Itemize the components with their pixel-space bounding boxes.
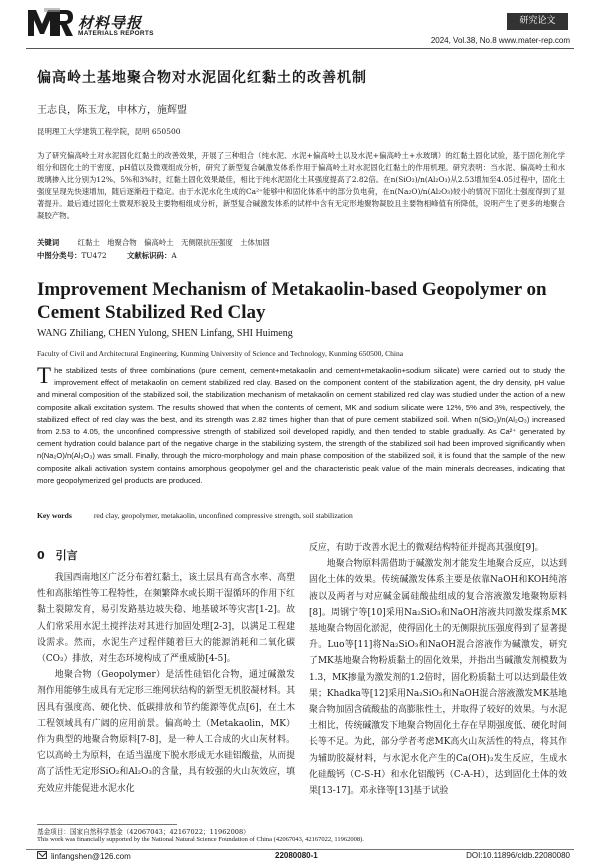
keywords-cn-text: 红黏土 地聚合物 偏高岭土 无侧限抗压强度 土体加固 xyxy=(77,238,270,247)
corresponding-email[interactable] xyxy=(37,851,131,861)
body-column-right xyxy=(309,540,567,799)
keywords-cn-label: 关键词 xyxy=(37,238,60,247)
title-cn: 偏高岭土基地聚合物对水泥固化红黏土的改善机制 xyxy=(37,70,367,86)
authors-en: WANG Zhiliang, CHEN Yulong, SHEN Linfang, SHI Huimeng xyxy=(37,328,293,339)
classification-label: 中图分类号： xyxy=(37,251,82,260)
footnote-divider xyxy=(37,824,177,825)
issue-info: 2024, Vol.38, No.8 www.mater-rep.com xyxy=(430,36,570,45)
email-text: linfangshen@126.com xyxy=(51,852,131,861)
authors-cn-text: 王志良，陈玉龙，申林方，施辉盟 xyxy=(37,105,187,116)
header-divider xyxy=(26,48,574,49)
abstract-dropcap: T xyxy=(37,363,52,388)
page-id: 22080080-1 xyxy=(275,851,318,860)
keywords-cn xyxy=(37,237,270,248)
classification-value: TU472 xyxy=(81,251,107,260)
abstract-en xyxy=(37,365,565,487)
classification-cn xyxy=(37,250,177,261)
body-paragraph: 地聚合物原料需借助于碱激发剂才能发生地聚合反应，以达到固化土体的效果。传统碱激发体系主要是依靠NaOH和KOH纯溶液以及两者与对应碱金属硅酸盐组成的复合溶液激发地聚物原料[8]。周钢宁等[10]采用Na₂SiO₃和NaOH溶液共同激发煤系MK基地聚合物固化淤泥，使得固化土的无侧限抗压强度得到了显著提升。Luo等[11]将Na₂SiO₃和NaOH混合溶液作为碱激发，研究了MK基地聚合物粉质黏土的固化效果，并指出当碱激发剂模数为1.3，MK掺量为激发剂的1.2倍时，固化粉质黏土可以达到最佳效果；Khadka等[12]采用Na₂SiO₃和NaOH混合溶液激发MK基地聚合物加固含硫酸盐的高膨胀性土，并取得了较好的效果。与水泥土相比，传统碱激发下地聚合物固化土存在早期强度低、硬化时间长等不足。为此，部分学者考虑MK高火山灰活性的特点，将其作为辅助胶凝材料，与水泥水化产生的Ca(OH)₂发生反应，生成水化硅酸钙（C-S-H）和水化铝酸钙（C-A-H），达到固化土体的效果[13-17]。邓永锋等[13]基于试验 xyxy=(309,559,567,797)
affiliation-en: Faculty of Civil and Architectural Engineering, Kunming University of Science and Technology, Kunming 650500, China xyxy=(37,349,404,358)
funding-en: This work was financially supported by the National Natural Science Foundation of China (42067043, 42167022, 11962008). xyxy=(37,836,364,843)
abstract-cn: 为了研究偏高岭土对水泥固化红黏土的改善效果，开展了三种组合（纯水泥、水泥+偏高岭土以及水泥+偏高岭土+水玻璃）的红黏土固化试验，基于固化剂化学组分和固化土的干密度、pH值以及微观组成分析，研究了新型复合碱激发体系作用于偏高岭土对水泥固化红黏土的作用机理。研究表明：当水泥、偏高岭土和水玻璃掺入比分别为12%、5%和3%时，红黏土固化效果最佳，相比于纯水泥固化土其强度提高了2.82倍。在n(SiO₂)/n(Al₂O₃)从2.53增加至4.05过程中，固化土强度呈现先快速增加，随后逐渐趋于稳定。由于水泥水化生成的Ca²⁺能够中和固化体系中的部分负电荷，在n(Na₂O)/n(Al₂O₃)较小的情况下固化土强度得到了显著提升。最后通过固化土微观形貌及主要物相组成分析，新型复合碱激发体系的试样中含有无定形地聚物凝胶且主要物相峰值有所降低，说明产生了更多的地聚合凝胶产物。 xyxy=(37,151,565,221)
body-column-left xyxy=(37,570,295,797)
keywords-en-label: Key words xyxy=(37,511,72,520)
journal-name-cn: 材料导报 xyxy=(78,14,143,32)
body-paragraph: 反应，有助于改善水泥土的微观结构特征并提高其强度[9]。 xyxy=(309,543,544,553)
doc-code-label: 文献标识码： xyxy=(126,251,172,260)
funding-cn: 基金项目：国家自然科学基金（42067043；42167022；11962008） xyxy=(37,828,250,836)
section-heading-intro: 0 引言 xyxy=(37,549,78,562)
footer-divider xyxy=(26,849,574,850)
journal-logo-icon xyxy=(26,6,74,38)
column-badge: 研究论文 xyxy=(507,13,568,30)
doi-link[interactable]: DOI:10.11896/cldb.22080080 xyxy=(466,851,570,860)
doc-code-value: A xyxy=(171,251,177,260)
abstract-en-text: he stabilized tests of three combinations (pure cement, cement+metakaolin and cement+metakaolin+sodium silicate) were carried out to study the improvement effect of metakaolin on cement stabilized red clay. Based on the component content of the stabilization agent, the dry density, pH value and mineral composition of the stabilized soil, the stabilization mechanism of metakaolin on cement stabilized red clay was studied under the action of a new composite alkali excitation system. The results showed that when the contents of cement, MK and sodium silicate were 12%, 5% and 3%, respectively, the stabilized effect of red clay was the best, and its strength was 2.82 times higher than that of pure cement stabilized soil. When n(SiO₂)/n(Al₂O₃) increased from 2.53 to 4.05, the unconfined compressive strength of stabilized soil developed rapidly, and then tended to stable gradually. As Ca²⁺ generated by cement hydration could balance part of the negative charge in the stabilizing system, the strength of the stabilized soil had been improved significantly when n(Na₂O)/n(Al₂O₃) was small. Finally, through the micro-morphology and main phase composition of the stabilized soil, it is found that the sample of the new composite alkali activation system contains amorphous geopolymer gel and the characteristic peak value of the main minerals decreases, indicating that more geopolymerized gel products are produced. xyxy=(37,366,565,485)
body-paragraph: 我国西南地区广泛分布着红黏土，该土层具有高含水率、高塑性和高胀缩性等工程特性，在频繁降水或长期干湿循环的作用下红黏土裂隙发育，易引发路基边坡失稳、地基破坏等灾害[1-2]。故人们常采用水泥土搅拌法对其进行加固处理[2-3]，以满足工程建设需求。然而，水泥生产过程伴随着巨大的能源消耗和二氧化碳（CO₂）排放，对生态环境构成了严重威胁[4-5]。 xyxy=(37,573,295,665)
mail-icon xyxy=(37,851,47,859)
authors-cn xyxy=(37,101,187,116)
keywords-en-text: red clay, geopolymer, metakaolin, unconfined compressive strength, soil stabilization xyxy=(93,511,353,520)
title-en: Improvement Mechanism of Metakaolin-based Geopolymer on Cement Stabilized Red Clay xyxy=(37,279,547,323)
keywords-en xyxy=(37,511,353,520)
journal-name-en: MATERIALS REPORTS xyxy=(78,30,154,37)
affiliation-cn: 昆明理工大学建筑工程学院，昆明 650500 xyxy=(37,127,181,136)
body-paragraph: 地聚合物（Geopolymer）是活性硅铝化合物，通过碱激发剂作用能够生成具有无定形三维网状结构的新型无机胶凝材料。其因具有强度高、硬化快、低碳排放和节约能源等优点[6]，在土木工程领域具有广阔的应用前景。偏高岭土（Metakaolin，MK）作为典型的地聚合物原料[7-8]，是一种人工合成的火山灰材料。它以高岭土为原料，在适当温度下脱水形成无水硅铝酸盐，从而提高了活性无定形SiO₂和Al₂O₃的含量，具有较强的火山灰效应，填充效应并能促进水泥水化 xyxy=(37,670,295,794)
